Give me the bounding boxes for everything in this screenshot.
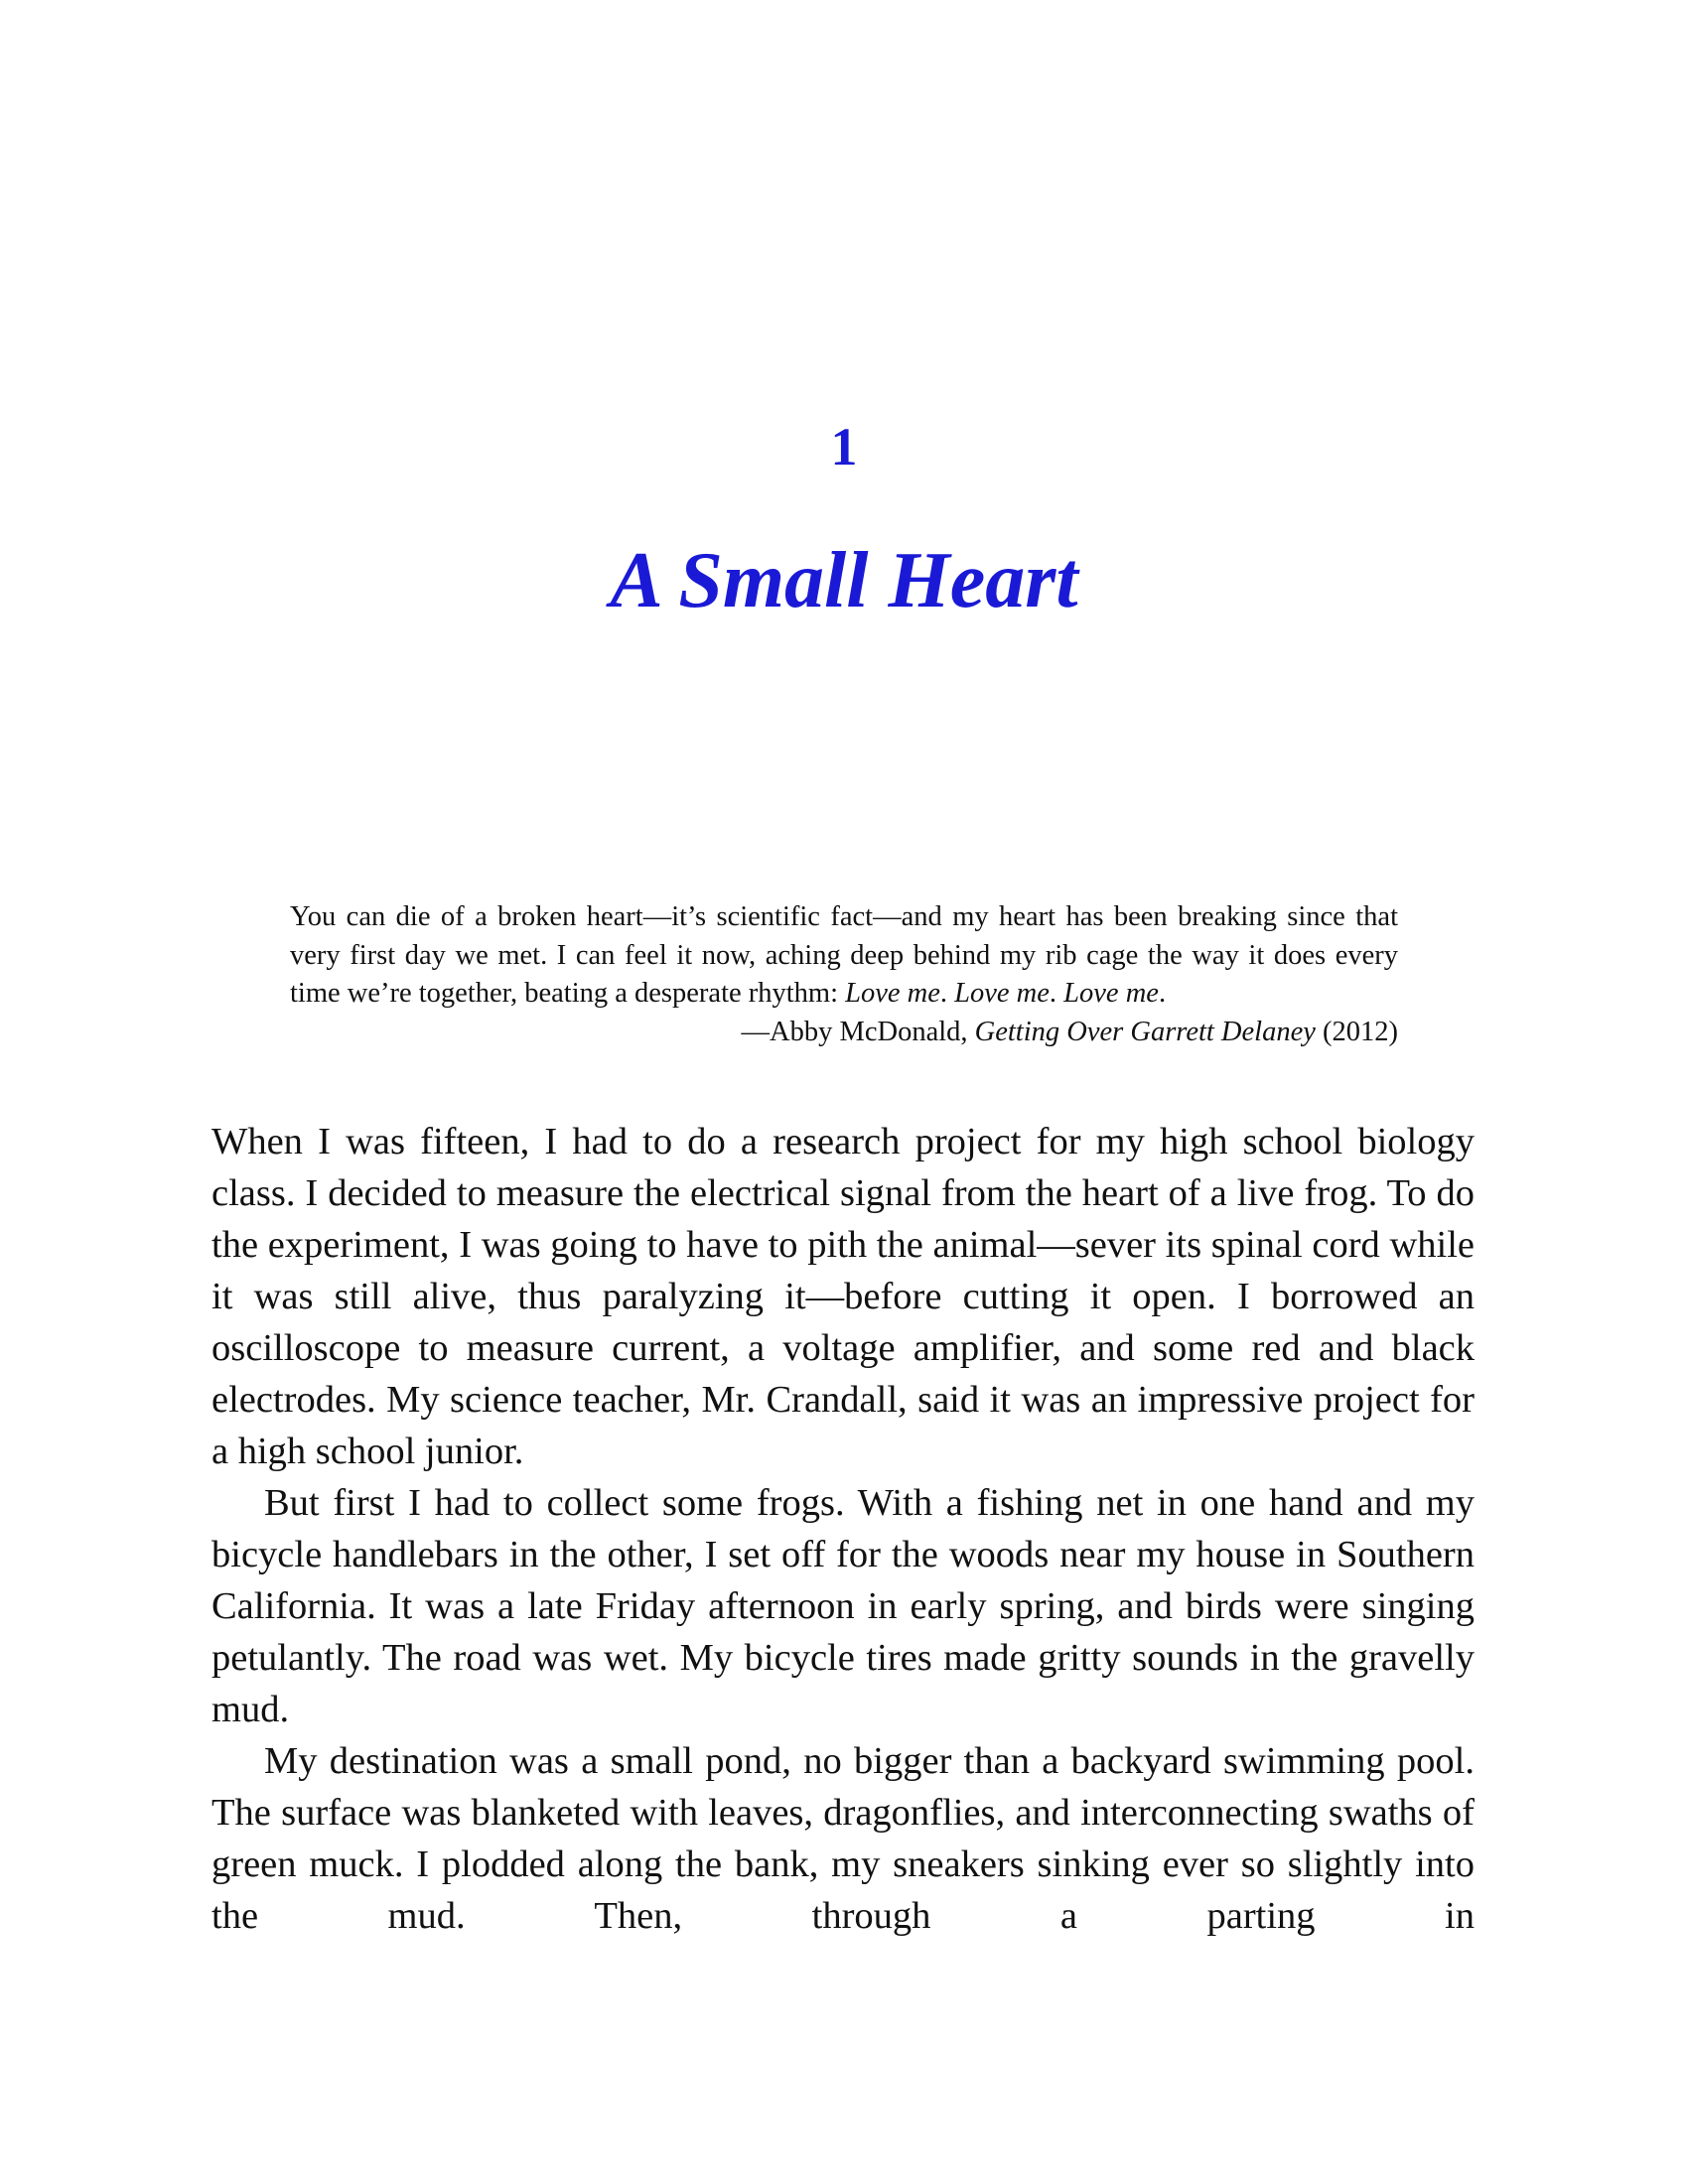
attribution-work: Getting Over Garrett Delaney bbox=[974, 1016, 1316, 1047]
epigraph-attribution bbox=[290, 1014, 1398, 1052]
attribution-author: —Abby McDonald, bbox=[741, 1016, 975, 1047]
body-paragraph-3: My destination was a small pond, no bigger than a backyard swimming pool. The surface was blanketed with leaves, dragonflies, and interconnecting swaths of green muck. I plodded along the bank, my sneakers sinking ever so slightly into the mud. Then, through a parting in bbox=[211, 1740, 1475, 1937]
epigraph bbox=[290, 898, 1398, 1051]
attribution-year: (2012) bbox=[1315, 1016, 1398, 1047]
epigraph-text: You can die of a broken heart—it’s scientific fact—and my heart has been breaking since that very first day we met. I can feel it now, aching deep behind my rib cage the way it does every time we’re together, beating a desperate rhythm: bbox=[290, 901, 1398, 1009]
epigraph-refrain-1: Love me bbox=[845, 978, 940, 1009]
chapter-number: 1 bbox=[830, 417, 858, 477]
body-paragraph-1: When I was fifteen, I had to do a research project for my high school biology class. I decided to measure the electrical signal from the heart of a live frog. To do the experiment, I was going to have to pith the animal—sever its spinal cord while it was still alive, thus paralyzing it—before cutting it open. I borrowed an oscilloscope to measure current, a voltage amplifier, and some red and black electrodes. My science teacher, Mr. Crandall, said it was an impressive project for a high school junior. bbox=[211, 1121, 1475, 1472]
chapter-title: A Small Heart bbox=[610, 537, 1078, 624]
body-paragraph-2: But first I had to collect some frogs. With a fishing net in one hand and my bicycle handlebars in the other, I set off for the woods near my house in Southern California. It was a late Friday afternoon in early spring, and birds were singing petulantly. The road was wet. My bicycle tires made gritty sounds in the gravelly mud. bbox=[211, 1482, 1475, 1730]
epigraph-refrain-3: Love me bbox=[1063, 978, 1159, 1009]
epigraph-quote: You can die of a broken heart—it’s scientific fact—and my heart has been breaking since that very first day we met. I can feel it now, aching deep behind my rib cage the way it does every time we’re together, beating a desperate rhythm: Love me. Love me. Love me. bbox=[290, 901, 1398, 1009]
epigraph-refrain-2: Love me bbox=[954, 978, 1050, 1009]
body-text bbox=[211, 1116, 1475, 1942]
